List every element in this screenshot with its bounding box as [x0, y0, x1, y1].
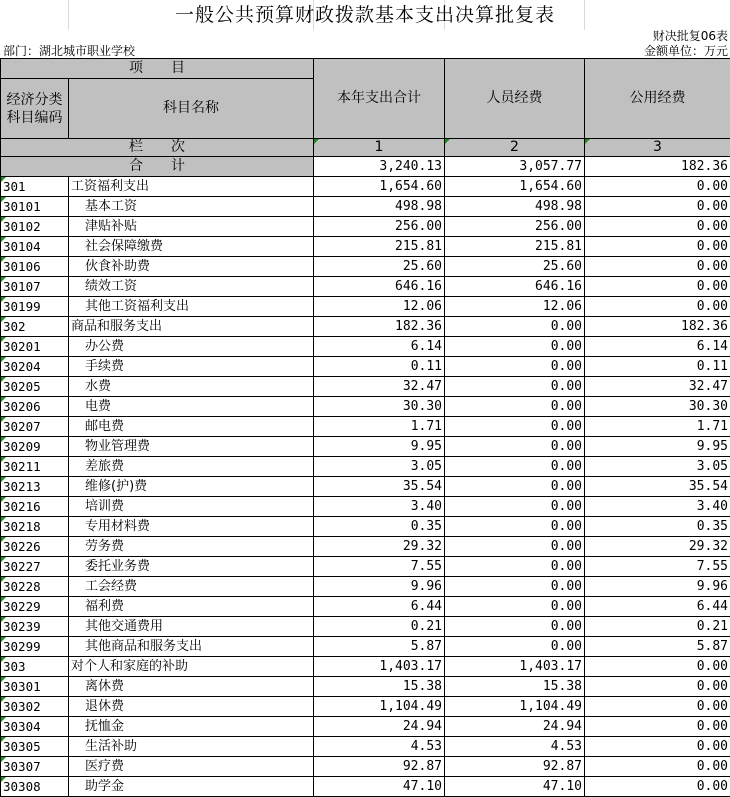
row-code: 30239: [1, 617, 69, 637]
row-code: 30205: [1, 377, 69, 397]
row-personnel: 0.00: [445, 637, 585, 657]
row-public: 0.11: [585, 357, 730, 377]
row-name: 水费: [69, 377, 314, 397]
header-code: 经济分类 科目编码: [1, 79, 69, 139]
row-total: 32.47: [314, 377, 445, 397]
column-index-2: 2: [445, 139, 585, 157]
column-index-1: 1: [314, 139, 445, 157]
row-code: 30209: [1, 437, 69, 457]
row-name: 工资福利支出: [69, 177, 314, 197]
row-personnel: 24.94: [445, 717, 585, 737]
row-personnel: 0.00: [445, 517, 585, 537]
row-name: 专用材料费: [69, 517, 314, 537]
row-code: 30307: [1, 757, 69, 777]
row-total: 4.53: [314, 737, 445, 757]
table-row: [1, 677, 730, 697]
row-personnel: 256.00: [445, 217, 585, 237]
table-row: [1, 437, 730, 457]
row-public: 0.00: [585, 777, 730, 797]
row-public: 0.00: [585, 297, 730, 317]
row-public: 5.87: [585, 637, 730, 657]
row-code: 30213: [1, 477, 69, 497]
row-personnel: 0.00: [445, 497, 585, 517]
department-label: 部门：湖北城市职业学校: [3, 44, 136, 58]
row-total: 47.10: [314, 777, 445, 797]
row-name: 邮电费: [69, 417, 314, 437]
row-total: 0.11: [314, 357, 445, 377]
row-public: 0.35: [585, 517, 730, 537]
row-name: 培训费: [69, 497, 314, 517]
table-row: [1, 357, 730, 377]
unit-label: 金额单位：万元: [643, 44, 728, 58]
row-public: 3.05: [585, 457, 730, 477]
row-public: 29.32: [585, 537, 730, 557]
row-name: 退休费: [69, 697, 314, 717]
row-public: 32.47: [585, 377, 730, 397]
row-total: 1,403.17: [314, 657, 445, 677]
row-personnel: 92.87: [445, 757, 585, 777]
row-total: 6.44: [314, 597, 445, 617]
row-personnel: 12.06: [445, 297, 585, 317]
row-total: 15.38: [314, 677, 445, 697]
row-public: 0.00: [585, 277, 730, 297]
row-personnel: 0.00: [445, 537, 585, 557]
row-code: 302: [1, 317, 69, 337]
sum-label: 合 计: [1, 157, 314, 177]
table-row: [1, 757, 730, 777]
row-public: 9.96: [585, 577, 730, 597]
row-name: 对个人和家庭的补助: [69, 657, 314, 677]
row-total: 498.98: [314, 197, 445, 217]
row-personnel: 0.00: [445, 317, 585, 337]
row-name: 离休费: [69, 677, 314, 697]
table-row: [1, 237, 730, 257]
row-code: 30305: [1, 737, 69, 757]
row-name: 助学金: [69, 777, 314, 797]
row-code: 30106: [1, 257, 69, 277]
sum-personnel: 3,057.77: [445, 157, 585, 177]
row-personnel: 498.98: [445, 197, 585, 217]
table-row: [1, 597, 730, 617]
row-name: 社会保障缴费: [69, 237, 314, 257]
table-row: [1, 617, 730, 637]
row-personnel: 4.53: [445, 737, 585, 757]
table-row: [1, 557, 730, 577]
row-total: 1,654.60: [314, 177, 445, 197]
row-name: 伙食补助费: [69, 257, 314, 277]
table-row: [1, 177, 730, 197]
row-name: 委托业务费: [69, 557, 314, 577]
row-code: 301: [1, 177, 69, 197]
expenditure-table: [0, 58, 730, 797]
row-name: 基本工资: [69, 197, 314, 217]
row-name: 物业管理费: [69, 437, 314, 457]
table-row: [1, 717, 730, 737]
row-public: 35.54: [585, 477, 730, 497]
row-total: 7.55: [314, 557, 445, 577]
row-total: 3.05: [314, 457, 445, 477]
row-personnel: 0.00: [445, 457, 585, 477]
row-public: 0.00: [585, 717, 730, 737]
table-row: [1, 517, 730, 537]
row-total: 9.95: [314, 437, 445, 457]
row-personnel: 1,104.49: [445, 697, 585, 717]
row-total: 35.54: [314, 477, 445, 497]
table-row: [1, 457, 730, 477]
row-name: 电费: [69, 397, 314, 417]
row-public: 0.00: [585, 757, 730, 777]
row-personnel: 25.60: [445, 257, 585, 277]
row-personnel: 1,403.17: [445, 657, 585, 677]
report-title: 一般公共预算财政拨款基本支出决算批复表: [174, 4, 555, 26]
row-name: 其他交通费用: [69, 617, 314, 637]
header-name: 科目名称: [69, 79, 314, 139]
row-total: 29.32: [314, 537, 445, 557]
header-personnel: 人员经费: [445, 59, 585, 139]
row-name: 其他商品和服务支出: [69, 637, 314, 657]
row-personnel: 0.00: [445, 377, 585, 397]
row-code: 30228: [1, 577, 69, 597]
row-code: 30101: [1, 197, 69, 217]
row-public: 0.00: [585, 217, 730, 237]
row-name: 津贴补贴: [69, 217, 314, 237]
row-code: 30218: [1, 517, 69, 537]
table-row: [1, 337, 730, 357]
row-personnel: 15.38: [445, 677, 585, 697]
table-row: [1, 697, 730, 717]
row-name: 劳务费: [69, 537, 314, 557]
row-total: 1.71: [314, 417, 445, 437]
row-personnel: 0.00: [445, 477, 585, 497]
row-code: 30201: [1, 337, 69, 357]
header-total: 本年支出合计: [314, 59, 445, 139]
table-row: [1, 537, 730, 557]
form-number: 财决批复06表: [652, 29, 728, 43]
row-total: 12.06: [314, 297, 445, 317]
row-total: 6.14: [314, 337, 445, 357]
row-personnel: 0.00: [445, 337, 585, 357]
row-personnel: 215.81: [445, 237, 585, 257]
row-code: 30308: [1, 777, 69, 797]
row-personnel: 0.00: [445, 577, 585, 597]
row-public: 0.00: [585, 737, 730, 757]
row-name: 维修(护)费: [69, 477, 314, 497]
row-code: 30304: [1, 717, 69, 737]
row-public: 0.00: [585, 177, 730, 197]
table-row: [1, 377, 730, 397]
row-code: 30211: [1, 457, 69, 477]
row-name: 医疗费: [69, 757, 314, 777]
table-row: [1, 217, 730, 237]
row-code: 30216: [1, 497, 69, 517]
row-total: 646.16: [314, 277, 445, 297]
row-personnel: 47.10: [445, 777, 585, 797]
row-code: 30204: [1, 357, 69, 377]
row-personnel: 0.00: [445, 597, 585, 617]
table-row: [1, 397, 730, 417]
row-code: 30107: [1, 277, 69, 297]
row-name: 绩效工资: [69, 277, 314, 297]
row-public: 0.00: [585, 657, 730, 677]
column-index-3: 3: [585, 139, 730, 157]
header-item: 项 目: [1, 59, 314, 79]
row-public: 1.71: [585, 417, 730, 437]
table-row: [1, 257, 730, 277]
table-row: [1, 637, 730, 657]
table-row: [1, 197, 730, 217]
table-row: [1, 657, 730, 677]
table-row: [1, 737, 730, 757]
row-public: 9.95: [585, 437, 730, 457]
row-name: 抚恤金: [69, 717, 314, 737]
row-name: 生活补助: [69, 737, 314, 757]
table-row: [1, 497, 730, 517]
row-total: 30.30: [314, 397, 445, 417]
table-row: [1, 317, 730, 337]
row-public: 0.00: [585, 197, 730, 217]
table-row: [1, 277, 730, 297]
row-code: 30206: [1, 397, 69, 417]
row-personnel: 0.00: [445, 557, 585, 577]
row-name: 工会经费: [69, 577, 314, 597]
row-personnel: 0.00: [445, 617, 585, 637]
row-public: 6.14: [585, 337, 730, 357]
row-name: 商品和服务支出: [69, 317, 314, 337]
sum-public: 182.36: [585, 157, 730, 177]
row-name: 福利费: [69, 597, 314, 617]
row-code: 30301: [1, 677, 69, 697]
row-personnel: 0.00: [445, 437, 585, 457]
table-row: [1, 417, 730, 437]
row-public: 0.00: [585, 697, 730, 717]
row-code: 30104: [1, 237, 69, 257]
row-name: 其他工资福利支出: [69, 297, 314, 317]
row-total: 24.94: [314, 717, 445, 737]
sum-total: 3,240.13: [314, 157, 445, 177]
row-public: 0.00: [585, 677, 730, 697]
row-public: 182.36: [585, 317, 730, 337]
row-total: 9.96: [314, 577, 445, 597]
row-total: 182.36: [314, 317, 445, 337]
row-code: 30227: [1, 557, 69, 577]
row-public: 0.21: [585, 617, 730, 637]
row-code: 303: [1, 657, 69, 677]
row-personnel: 0.00: [445, 417, 585, 437]
row-name: 差旅费: [69, 457, 314, 477]
row-code: 30229: [1, 597, 69, 617]
row-name: 手续费: [69, 357, 314, 377]
table-row: [1, 577, 730, 597]
row-total: 0.21: [314, 617, 445, 637]
row-code: 30102: [1, 217, 69, 237]
header-public: 公用经费: [585, 59, 730, 139]
table-row: [1, 297, 730, 317]
row-code: 30199: [1, 297, 69, 317]
row-code: 30302: [1, 697, 69, 717]
row-personnel: 0.00: [445, 397, 585, 417]
row-total: 215.81: [314, 237, 445, 257]
table-row: [1, 777, 730, 797]
table-row: [1, 477, 730, 497]
row-public: 7.55: [585, 557, 730, 577]
row-total: 256.00: [314, 217, 445, 237]
row-personnel: 0.00: [445, 357, 585, 377]
row-public: 30.30: [585, 397, 730, 417]
row-public: 0.00: [585, 257, 730, 277]
row-total: 3.40: [314, 497, 445, 517]
row-total: 25.60: [314, 257, 445, 277]
row-public: 3.40: [585, 497, 730, 517]
row-personnel: 1,654.60: [445, 177, 585, 197]
row-code: 30299: [1, 637, 69, 657]
row-total: 92.87: [314, 757, 445, 777]
row-public: 0.00: [585, 237, 730, 257]
column-index-label: 栏 次: [1, 139, 314, 157]
row-code: 30226: [1, 537, 69, 557]
row-total: 5.87: [314, 637, 445, 657]
row-name: 办公费: [69, 337, 314, 357]
row-personnel: 646.16: [445, 277, 585, 297]
row-code: 30207: [1, 417, 69, 437]
row-total: 1,104.49: [314, 697, 445, 717]
row-public: 6.44: [585, 597, 730, 617]
row-total: 0.35: [314, 517, 445, 537]
